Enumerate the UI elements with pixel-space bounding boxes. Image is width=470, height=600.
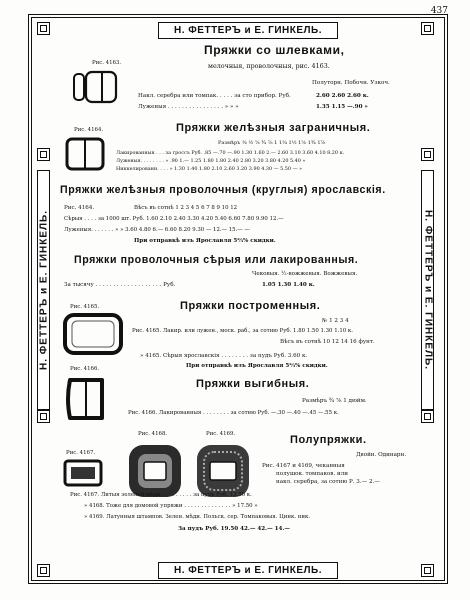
wire-grey-columns: Чековыя. ½-вожжевыя. Вожжевыя. bbox=[252, 271, 358, 277]
header-banner: Н. ФЕТТЕРЪ и Е. ГИНКЕЛЬ. bbox=[158, 22, 338, 39]
section-title-iron-foreign: Пряжки желѣзныя заграничныя. bbox=[176, 122, 371, 134]
iron-foreign-row-nickel: Никкелированн. . . . » 1.30 1.40 1.80 2.10 2.60 3.20 3.90 4.30 — 5.50 — » bbox=[116, 166, 303, 172]
polupryazhki-desc-3: накл. серебра, за сотню Р. 3.— 2.— bbox=[276, 479, 380, 485]
corner-ornament-bl bbox=[37, 564, 50, 577]
section-subtitle-shlevki: мелочныя, проволочныя, рис. 4163. bbox=[208, 62, 330, 70]
iron-foreign-size-header: Размѣръ ⅜ ½ ⅝ ¾ ⅞ 1 1¼ 1½ 1⅝ 1¾ 1⅞ bbox=[218, 140, 326, 146]
iron-wire-fig-label: Рис. 4164. bbox=[64, 205, 95, 211]
polupryazhki-row-house: » 4168. Тоже для домовой упряжи . . . . . . . . . . . . . . » 17.50 » bbox=[84, 503, 258, 509]
buckle-4165-image bbox=[62, 312, 124, 356]
section-title-iron-wire: Пряжки желѣзныя проволочныя (круглыя) ярославскія. bbox=[60, 184, 386, 196]
fig-4168-label: Рис. 4168. bbox=[138, 431, 168, 437]
postromochnye-number-header: № 1 2 3 4 bbox=[322, 318, 349, 324]
corner-ornament-tl bbox=[37, 22, 50, 35]
fig-4164-label: Рис. 4164. bbox=[74, 127, 104, 133]
buckle-4163-image bbox=[72, 70, 120, 104]
side-ornament-r2 bbox=[421, 410, 434, 423]
polupryazhki-desc-2: полушок. томпаков. или bbox=[276, 471, 349, 477]
iron-wire-discount-note: При отправкѣ изъ Ярославля 5⅔% скидки. bbox=[134, 238, 276, 244]
footer-banner: Н. ФЕТТЕРЪ и Е. ГИНКЕЛЬ. bbox=[158, 562, 338, 579]
wire-grey-values: 1.05 1.30 1.40 к. bbox=[262, 282, 315, 288]
postromochnye-row-lacquered: Рис. 4165. Лакир. или лужен., моск. раб., за сотню Руб. 1.80 1.50 1.30 1.10 к. bbox=[132, 328, 354, 334]
side-ornament-r1 bbox=[421, 148, 434, 161]
iron-wire-row-tinned: Луженыя. . . . . . . » » 3.60 4.80 6.— 6.60 8.20 9.30 — 12.— 15.— — bbox=[64, 227, 250, 233]
shlevki-row-tinned-values: 1.35 1.15 —.90 » bbox=[316, 104, 368, 110]
section-title-polupryazhki: Полупряжки. bbox=[290, 434, 367, 446]
wire-grey-row: За тысячу . . . . . . . . . . . . . . . . . . . Руб. bbox=[64, 282, 176, 288]
shlevki-row-silver: Накл. серебра или томпак. . . . . за сто прибор. Руб. bbox=[138, 93, 291, 99]
fig-4165-label: Рис. 4165. bbox=[70, 304, 100, 310]
section-title-postromochnye: Пряжки построменныя. bbox=[180, 300, 321, 312]
shlevki-row-tinned: Луженыя . . . . . . . . . . . . . . . . » » » bbox=[138, 104, 239, 110]
iron-foreign-row-lacquered: Лакированныя . . . за гроссъ Руб. .85 —.70 —.90 1.30 1.60 2.— 2.60 3.10 3.60 4.10 8.20 к. bbox=[116, 150, 345, 156]
polupryazhki-row-cast: Рис. 4167. Литыя зеленой мѣди . . . . . . . . . за пудъ Руб. 13.50 к. bbox=[70, 492, 252, 498]
buckle-4166-image bbox=[64, 376, 108, 422]
polupryazhki-row-prices: За пудъ Руб. 19.50 42.— 42.— 14.— bbox=[178, 526, 290, 532]
side-ornament-l2 bbox=[37, 410, 50, 423]
fig-4163-label: Рис. 4163. bbox=[92, 60, 122, 66]
vygibnye-size-header: Размѣръ ¾ ⅞ 1 дюйм. bbox=[302, 398, 367, 404]
right-banner: Н. ФЕТТЕРЪ и Е. ГИНКЕЛЬ. bbox=[421, 170, 434, 410]
vygibnye-row: Рис. 4166. Лакированныя . . . . . . . . за сотню Руб. —.30 —.40 —.45 —.55 к. bbox=[128, 410, 339, 416]
polupryazhki-columns: Двойн. Одинарн. bbox=[356, 452, 406, 458]
section-title-wire-grey: Пряжки проволочныя сѣрыя или лакированныя. bbox=[74, 254, 359, 266]
page-number: 437 bbox=[430, 6, 448, 16]
section-title-shlevki: Пряжки со шлевками, bbox=[204, 43, 345, 57]
buckle-4164-image bbox=[64, 136, 106, 172]
iron-wire-row-grey: Сѣрыя . . . . за 1000 шт. Руб. 1.60 2.10 2.40 3.30 4.20 5.40 6.60 7.80 9.90 12.— bbox=[64, 216, 284, 222]
postromochnye-weight-row: Вѣсъ въ сотнѣ 10 12 14 16 фунт. bbox=[280, 339, 375, 345]
fig-4166-label: Рис. 4166. bbox=[70, 366, 100, 372]
polupryazhki-desc-1: Рис. 4167 и 4169, чеканныя bbox=[262, 463, 345, 469]
left-banner: Н. ФЕТТЕРЪ и Е. ГИНКЕЛЬ. bbox=[37, 170, 50, 410]
side-ornament-l1 bbox=[37, 148, 50, 161]
iron-foreign-row-tinned: Луженыя. . . . . . . . » .90 1.— 1.25 1.80 1.80 2.40 2.80 3.20 3.80 4.20 5.40 » bbox=[116, 158, 306, 164]
iron-wire-weight-header: Вѣсъ въ сотнѣ 1 2 3 4 5 6 7 8 9 10 12 bbox=[134, 205, 238, 211]
polupryazhki-row-stamped: » 4169. Латунныя штампов. Зелен. мѣди. Польск. сер. Томпаковыя. Цинк. ник. bbox=[84, 514, 311, 520]
corner-ornament-tr bbox=[421, 22, 434, 35]
shlevki-row-silver-values: 2.60 2.60 2.60 к. bbox=[316, 93, 369, 99]
section-title-vygibnye: Пряжки выгибныя. bbox=[196, 378, 310, 390]
corner-ornament-br bbox=[421, 564, 434, 577]
postromochnye-discount-note: При отправкѣ изъ Ярославля 5⅔% скидки. bbox=[186, 363, 328, 369]
shlevki-columns: Полуторн. Побочн. Узкоч. bbox=[312, 80, 390, 86]
postromochnye-row-yaroslavl: » 4165. Сѣрыя ярославскія . . . . . . . . за пудъ Руб. 3.60 к. bbox=[140, 353, 308, 359]
fig-4169-label: Рис. 4169. bbox=[206, 431, 236, 437]
fig-4167-label: Рис. 4167. bbox=[66, 450, 96, 456]
buckle-4167-image bbox=[62, 458, 104, 488]
